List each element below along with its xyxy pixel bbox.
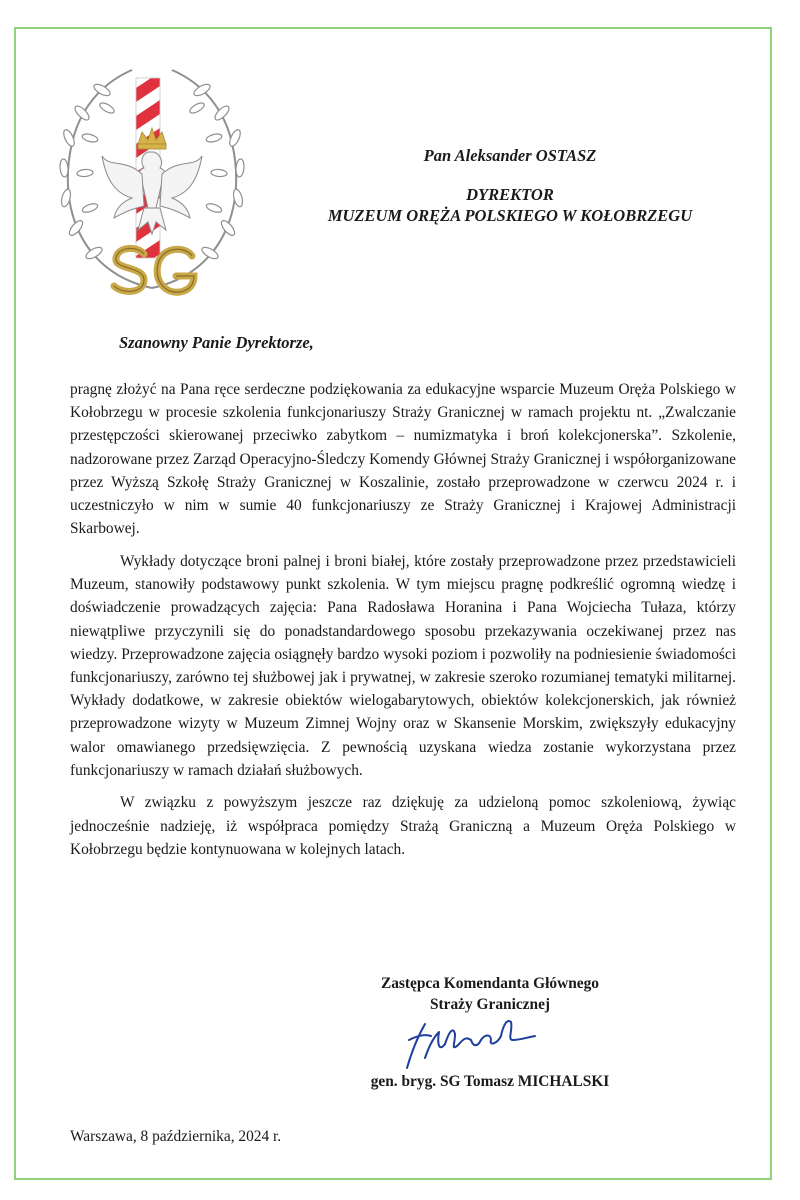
signature-block [340, 973, 640, 1015]
white-eagle [102, 152, 202, 234]
letter-body [70, 378, 736, 871]
signer-unit: Straży Granicznej [429, 996, 551, 1013]
handwritten-signature-icon [395, 1010, 545, 1072]
addressee-name: Pan Aleksander OSTASZ [423, 146, 597, 165]
signer-name: gen. bryg. SG Tomasz MICHALSKI [370, 1073, 610, 1090]
body-paragraph-3: W związku z powyższym jeszcze raz dziękuję za udzieloną pomoc szkoleniową, żywiąc jednocześnie nadzieję, iż współpraca pomiędzy Strażą Graniczną a Muzeum Oręża Polskiego w Kołobrzegu będzie kontynuowana w kolejnych latach. [70, 794, 736, 858]
body-paragraph-1: pragnę złożyć na Pana ręce serdeczne podziękowania za edukacyjne wsparcie Muzeum Oręża Polskiego w Kołobrzegu w procesie szkolenia funkcjonariuszy Straży Granicznej w ramach projektu nt. „Zwalczanie przestępczości skierowanej przeciwko zabytkom – numizmatyka i broń kolekcjonerska”. Szkolenie, nadzorowane przez Zarząd Operacyjno-Śledczy Komendy Głównej Straży Granicznej i współorganizowane przez Wyższą Szkołę Straży Granicznej w Koszalinie, zostało przeprowadzone w czerwcu 2024 r. i uczestniczyło w nim w sumie 40 funkcjonariuszy ze Straży Granicznej i Krajowej Administracji Skarbowej. [70, 381, 736, 538]
addressee-institution: MUZEUM ORĘŻA POLSKIEGO W KOŁOBRZEGU [327, 206, 693, 225]
addressee-block [300, 145, 720, 226]
addressee-title: DYREKTOR [466, 185, 554, 204]
salutation: Szanowny Panie Dyrektorze, [119, 333, 314, 352]
signer-position: Zastępca Komendanta Głównego [380, 975, 600, 992]
place-and-date: Warszawa, 8 października, 2024 r. [70, 1128, 282, 1145]
body-paragraph-2: Wykłady dotyczące broni palnej i broni białej, które zostały przeprowadzone przez przedstawicieli Muzeum, stanowiły podstawowy punkt szkolenia. W tym miejscu pragnę podkreślić ogromną wiedzę i doświadczenie prowadzących zajęcia: Pana Radosława Horanina i Pana Wojciecha Tułaza, którzy niewątpliwe przyczynili się do ponadstandardowego sposobu przekazywania oczekiwanej przez nas wiedzy. Przeprowadzone zajęcia osiągnęły bardzo wysoki poziom i pozwoliły na podniesienie świadomości funkcjonariuszy, zarówno tej służbowej jak i prywatnej, w zakresie szeroko rozumianej tematyki militarnej. Wykłady dodatkowe, w zakresie obiektów wielogabarytowych, obiektów kolekcjonerskich, jak również przeprowadzone wizyty w Muzeum Zimnej Wojny oraz w Skansenie Morskim, zwiększyły edukacyjny walor omawianego przedsięwzięcia. Z pewnością uzyskana wiedza zostanie wykorzystana przez funkcjonariuszy w ramach działań służbowych. [70, 552, 736, 779]
border-guard-emblem [52, 58, 252, 308]
